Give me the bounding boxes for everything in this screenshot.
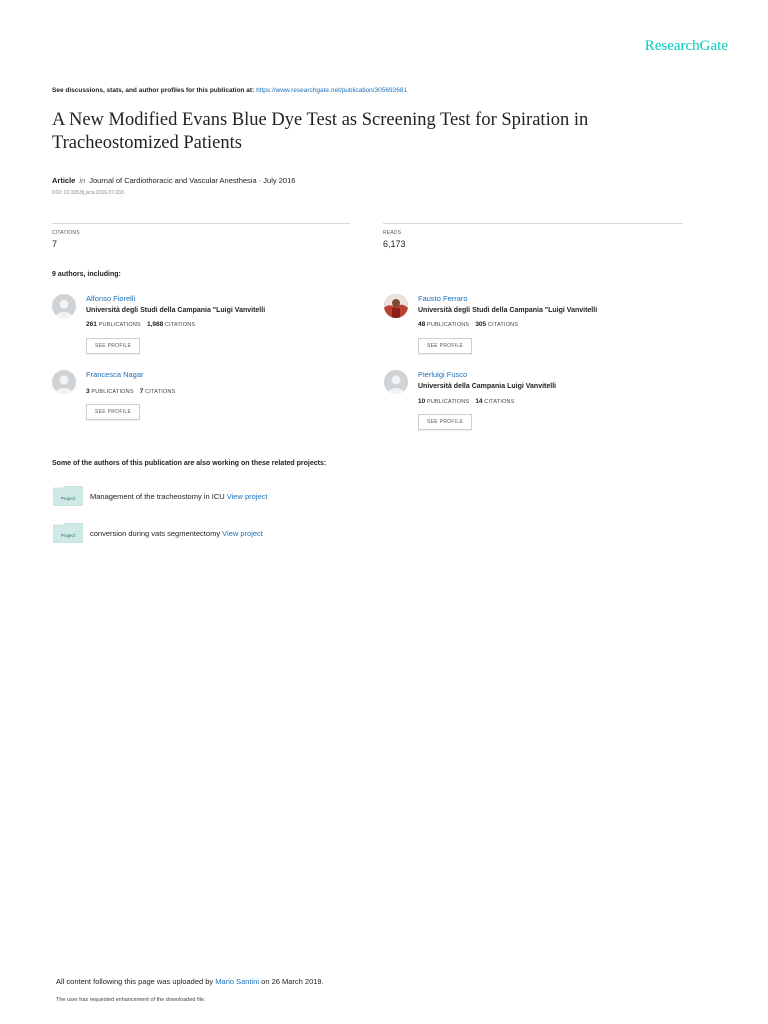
publications-count: 3	[86, 388, 90, 395]
discussion-line	[52, 87, 407, 94]
journal-name: Journal of Cardiothoracic and Vascular Anesthesia · July 2016	[89, 176, 296, 185]
publications-label: PUBLICATIONS	[426, 322, 470, 328]
paper-title: A New Modified Evans Blue Dye Test as Screening Test for Spiration in Tracheostomized Patients	[52, 110, 589, 153]
avatar-placeholder-icon[interactable]	[52, 370, 76, 394]
author-name-link[interactable]: Francesca Nagar	[86, 370, 144, 379]
upload-prefix: All content following this page was uploaded by	[56, 977, 216, 986]
see-profile-button[interactable]: SEE PROFILE	[86, 404, 140, 420]
publications-count: 261	[86, 321, 97, 328]
upload-suffix: on 26 March 2019.	[259, 977, 324, 986]
citations-label: CITATIONS	[487, 322, 519, 328]
citations-count: 1,988	[146, 321, 164, 328]
author-affiliation: Università degli Studi della Campania "Luigi Vanvitelli	[86, 307, 266, 314]
citations-count: 7	[139, 388, 144, 395]
projects-heading: Some of the authors of this publication are also working on these related projects:	[52, 460, 327, 467]
view-project-link[interactable]: View project	[222, 529, 263, 538]
publication-url-link[interactable]: https://www.researchgate.net/publication/305692681	[256, 87, 408, 94]
author-name-link[interactable]: Pierluigi Fusco	[418, 370, 468, 379]
project-item	[90, 492, 267, 501]
author-name-link[interactable]: Fausto Ferraro	[418, 294, 468, 303]
authors-heading: 9 authors, including:	[52, 271, 121, 278]
divider-reads	[383, 223, 683, 224]
researchgate-logo[interactable]: ResearchGate	[644, 38, 728, 54]
project-folder-icon	[53, 523, 83, 543]
publications-label: PUBLICATIONS	[98, 322, 141, 328]
see-profile-button[interactable]: SEE PROFILE	[418, 338, 472, 354]
project-icon-label: Project	[60, 533, 76, 538]
project-item	[90, 529, 263, 538]
reads-label: READS	[383, 230, 402, 236]
publications-count: 10	[418, 398, 426, 405]
article-type: Article	[52, 176, 76, 185]
view-project-link[interactable]: View project	[226, 492, 268, 501]
in-word: in	[79, 176, 86, 185]
author-stats	[418, 398, 515, 405]
citations-label: CITATIONS	[145, 389, 176, 395]
project-title: conversion during vats segmentectomy	[90, 529, 221, 538]
author-affiliation: Università della Campania Luigi Vanvitelli	[418, 383, 557, 390]
citations-count: 305	[475, 321, 487, 328]
author-stats	[86, 388, 175, 395]
citations-value: 7	[52, 239, 58, 249]
see-profile-button[interactable]: SEE PROFILE	[86, 338, 140, 354]
avatar-placeholder-icon[interactable]	[384, 370, 408, 394]
divider-citations	[52, 223, 350, 224]
project-title: Management of the tracheostomy in ICU	[90, 492, 225, 501]
publications-count: 48	[418, 321, 426, 328]
see-profile-button[interactable]: SEE PROFILE	[418, 414, 472, 430]
upload-notice	[56, 977, 324, 986]
citations-count: 14	[475, 398, 483, 405]
publications-label: PUBLICATIONS	[91, 389, 134, 395]
author-affiliation: Università degli Studi della Campania "Luigi Vanvitelli	[418, 307, 598, 314]
doi: DOI: 10.1053/j.jvca.2016.07.033	[52, 190, 124, 196]
author-stats	[418, 321, 518, 328]
article-meta	[52, 176, 295, 185]
author-name-link[interactable]: Alfonso Fiorelli	[86, 294, 136, 303]
citations-label: CITATIONS	[164, 322, 196, 328]
reads-value: 6,173	[383, 239, 406, 249]
avatar-placeholder-icon[interactable]	[52, 294, 76, 318]
author-stats	[86, 321, 195, 328]
project-icon-label: Project	[60, 496, 76, 501]
uploader-link[interactable]: Mario Santini	[215, 977, 260, 986]
enhancement-notice: The user has requested enhancement of the downloaded file.	[56, 997, 206, 1003]
citations-label: CITATIONS	[484, 399, 515, 405]
discussion-prefix: See discussions, stats, and author profiles for this publication at:	[52, 87, 257, 94]
avatar-photo-icon[interactable]	[384, 294, 408, 318]
project-folder-icon	[53, 486, 83, 506]
publications-label: PUBLICATIONS	[426, 399, 470, 405]
citations-label: CITATIONS	[52, 230, 80, 236]
